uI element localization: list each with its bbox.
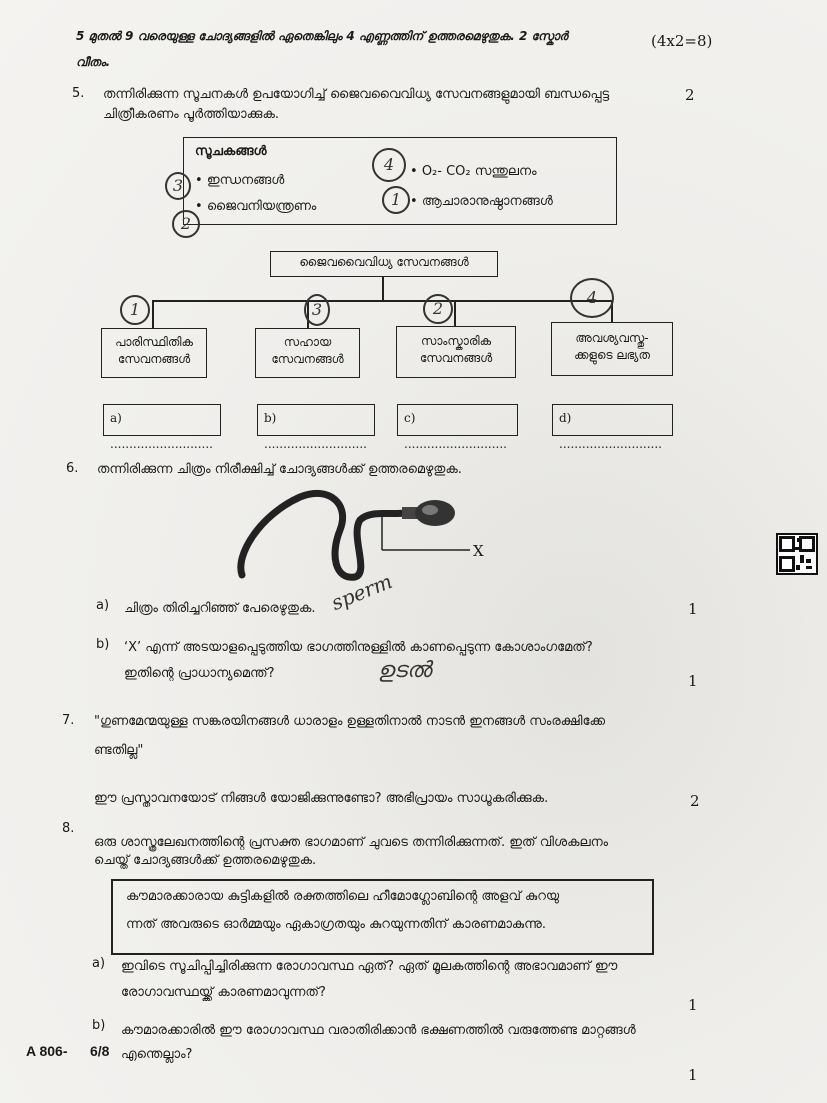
answer-box-a[interactable]: a) ........................... — [103, 404, 221, 436]
connector-1 — [152, 300, 154, 328]
q8a-label: a) — [92, 956, 106, 971]
category-2-label: സഹായ സേവനങ്ങൾ — [271, 335, 344, 366]
q7-number: 7. — [62, 713, 75, 728]
diagram-root-label: ജൈവവൈവിധ്യ സേവനങ്ങൾ — [299, 255, 469, 269]
connector-3 — [454, 300, 456, 326]
handwritten-hint-mark-3: 4 — [372, 148, 406, 182]
q8-number: 8. — [62, 821, 75, 836]
handwritten-hint-mark-2: 2 — [172, 210, 200, 238]
q5-text-line1: തന്നിരിക്കുന്ന സൂചനകൾ ഉപയോഗിച്ച് ജൈവവൈവിധ്യ സേവനങ്ങളുമായി ബന്ധപ്പെട്ട — [103, 87, 610, 102]
q5-text-line2: ചിത്രീകരണം പൂർത്തിയാക്കുക. — [103, 107, 279, 122]
instructions-line2: വീതം. — [76, 55, 111, 69]
q7-text-line2: ണ്ടതില്ല" — [94, 743, 144, 758]
q8a-text-line1: ഇവിടെ സൂചിപ്പിച്ചിരിക്കുന്ന രോഗാവസ്ഥ ഏത്? ഏത് മൂലകത്തിന്റെ അഭാവമാണ് ഈ — [121, 959, 618, 974]
handwritten-q6b-answer: ഉടൽ — [378, 658, 432, 683]
q6a-score: 1 — [688, 600, 698, 618]
handwritten-hint-mark-4: 1 — [382, 186, 410, 214]
category-3-label: സാംസ്കാരിക സേവനങ്ങൾ — [419, 334, 493, 365]
q8b-score: 1 — [688, 1066, 698, 1084]
q5-score: 2 — [685, 86, 695, 104]
q6a-text: ചിത്രം തിരിച്ചറിഞ്ഞ് പേരെഴുതുക. — [124, 601, 316, 616]
instructions-marks: (4x2=8) — [651, 32, 713, 50]
answer-box-c[interactable]: c) ........................... — [397, 404, 518, 436]
q8-text-line1: ഒരു ശാസ്ത്രലേഖനത്തിന്റെ പ്രസക്ത ഭാഗമാണ് ചുവടെ തന്നിരിക്കുന്നത്. ഇത് വിശകലനം — [94, 835, 609, 850]
figure-label-x: X — [473, 542, 484, 560]
q8a-score: 1 — [688, 996, 698, 1014]
q6b-text-line2: ഇതിന്റെ പ്രാധാന്യമെന്ത്? — [124, 666, 275, 681]
q7-text-line3: ഈ പ്രസ്താവനയോട് നിങ്ങൾ യോജിക്കുന്നുണ്ടോ? അഭിപ്രായം സാധൂകരിക്കുക. — [94, 791, 549, 806]
q6-text: തന്നിരിക്കുന്ന ചിത്രം നിരീക്ഷിച്ച് ചോദ്യങ്ങൾക്ക് ഉത്തരമെഴുതുക. — [97, 462, 462, 477]
q6b-text-line1: ‘X’ എന്ന് അടയാളപ്പെടുത്തിയ ഭാഗത്തിനുള്ളിൽ കാണപ്പെടുന്ന കോശാംഗമേത്? — [124, 640, 593, 655]
sperm-tail — [241, 493, 405, 577]
q7-text-line1: "ഗുണമേന്മയുള്ള സങ്കരയിനങ്ങൾ ധാരാളം ഉള്ളതിനാൽ നാടൻ ഇനങ്ങൾ സംരക്ഷിക്കേ — [94, 714, 605, 729]
sperm-nucleus — [422, 505, 438, 515]
handwritten-hint-mark-1: 3 — [165, 172, 191, 200]
category-1-label: പാരിസ്ഥിതിക സേവനങ്ങൾ — [115, 335, 193, 366]
q7-score: 2 — [690, 792, 700, 810]
q8-text-line2: ചെയ്ത് ചോദ്യങ്ങൾക്ക് ഉത്തരമെഴുതുക. — [94, 853, 317, 868]
q6b-label: b) — [96, 637, 110, 652]
q8a-text-line2: രോഗാവസ്ഥയ്ക്ക് കാരണമാവുന്നത്? — [121, 985, 326, 1000]
excerpt-line2: ന്നത് അവരുടെ ഓർമ്മയും ഏകാഗ്രതയും കുറയുന്നതിന് കാരണമാകുന്നു. — [126, 917, 546, 932]
q5-number: 5. — [72, 86, 85, 101]
handwritten-q6a-answer: sperm — [327, 568, 396, 616]
hint-item-3: • O₂- CO₂ സന്തുലനം — [410, 164, 537, 179]
hint-item-1: • ഇന്ധനങ്ങൾ — [195, 173, 285, 188]
connector-horizontal — [152, 300, 612, 302]
q6a-label: a) — [96, 598, 110, 613]
handwritten-category-mark-1: 1 — [120, 295, 150, 325]
handwritten-category-mark-4: 4 — [570, 278, 614, 318]
hint-item-4: • ആചാരാനുഷ്ഠാനങ്ങൾ — [410, 194, 553, 209]
excerpt-line1: കൗമാരക്കാരായ കുട്ടികളിൽ രക്തത്തിലെ ഹീമോഗ്ലോബിന്റെ അളവ് കുറയു — [126, 889, 560, 904]
q8b-label: b) — [92, 1018, 106, 1033]
footer-page: 6/8 — [90, 1043, 110, 1059]
q8b-text-line1: കൗമാരക്കാരിൽ ഈ രോഗാവസ്ഥ വരാതിരിക്കാൻ ഭക്ഷണത്തിൽ വരുത്തേണ്ട മാറ്റങ്ങൾ — [121, 1023, 636, 1038]
qr-code — [776, 533, 818, 575]
connector-trunk — [382, 277, 384, 301]
category-4-label: അവശ്യവസ്തു- ക്കളുടെ ലഭ്യത — [574, 331, 650, 362]
q6b-score: 1 — [688, 672, 698, 690]
q6-number: 6. — [66, 461, 79, 476]
footer-code: A 806- — [26, 1043, 68, 1059]
hint-item-2: • ജൈവനിയന്ത്രണം — [195, 199, 317, 214]
answer-box-d[interactable]: d) ........................... — [552, 404, 673, 436]
answer-box-b[interactable]: b) ........................... — [257, 404, 375, 436]
instructions-line1: 5 മുതൽ 9 വരെയുള്ള ചോദ്യങ്ങളിൽ ഏതെങ്കിലും 4 എണ്ണത്തിന് ഉത്തരമെഴുതുക. 2 സ്കോർ — [76, 29, 568, 43]
handwritten-category-mark-3: 2 — [423, 294, 453, 324]
hints-title: സൂചകങ്ങൾ — [195, 144, 267, 159]
q8b-text-line2: എന്തെല്ലാം? — [121, 1047, 193, 1062]
handwritten-category-mark-2: 3 — [304, 294, 330, 326]
